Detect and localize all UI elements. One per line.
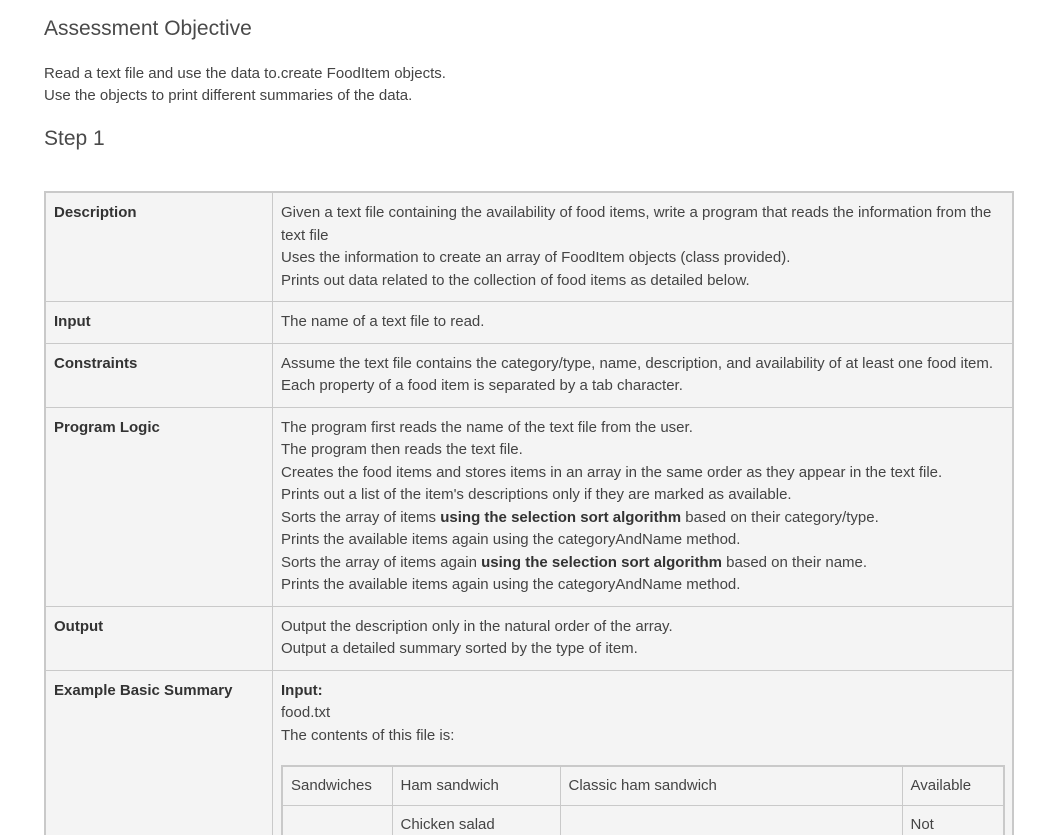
text-line: The name of a text file to read. [281,313,485,330]
row-label: Output [45,606,273,670]
row-content [273,302,1014,344]
table-cell: Sandwiches [282,766,392,806]
table-row-description [45,192,1013,302]
text-line [281,507,1004,530]
input-label: Input: [281,681,323,699]
text-segment: Sorts the array of items [281,508,441,526]
text-line: Given a text file containing the availability of food items, write a program that reads the information from the text file [281,204,992,244]
table-row-example [45,670,1013,835]
text-line: Prints out a list of the item's descriptions only if they are marked as available. [281,486,792,503]
intro-line: Use the objects to print different summaries of the data. [44,87,413,104]
step-heading: Step 1 [44,127,105,150]
text-line: Uses the information to create an array of FoodItem objects (class provided). [281,249,791,266]
text-line: The program then reads the text file. [281,441,523,458]
table-row-output [45,606,1013,670]
table-cell: Available [902,766,1004,806]
text-segment: based on their category/type. [681,508,879,526]
text-line: Output the description only in the natural order of the array. [281,617,673,635]
table-row-constraints [45,343,1013,407]
text-line: Assume the text file contains the category/type, name, description, and availability of at least one food item. [281,354,994,372]
row-label: Description [45,192,273,302]
text-line: The program first reads the name of the text file from the user. [281,418,693,436]
row-label: Input [45,302,273,344]
table-row-program-logic [45,407,1013,606]
intro-text [44,63,446,107]
file-name: food.txt [281,704,331,721]
intro-line: Read a text file and use the data to.create FoodItem objects. [44,65,446,82]
row-label: Program Logic [45,407,273,606]
table-cell [282,806,392,835]
table-cell: Not [902,806,1004,835]
table-row [282,806,1004,835]
text-line: Creates the food items and stores items in an array in the same order as they appear in the text file. [281,463,943,481]
text-line: Prints the available items again using the categoryAndName method. [281,531,741,548]
table-cell: Classic ham sandwich [560,766,902,806]
spec-table [44,191,1014,835]
row-content [273,606,1014,670]
row-content [273,670,1014,835]
row-content [273,407,1014,606]
text-segment: Sorts the array of items again [281,553,482,571]
page-title: Assessment Objective [44,17,252,40]
table-row-input [45,302,1013,344]
text-line: Output a detailed summary sorted by the type of item. [281,640,638,657]
emphasis-text: using the selection sort algorithm [481,553,722,571]
table-cell [560,806,902,835]
text-segment: based on their name. [721,553,868,571]
contents-label: The contents of this file is: [281,726,455,744]
table-cell: Chicken salad [392,806,560,835]
file-contents-table [281,765,1005,835]
text-line: Prints out data related to the collection of food items as detailed below. [281,271,750,289]
row-label: Example Basic Summary [45,670,273,835]
row-content [273,192,1014,302]
row-content [273,343,1014,407]
row-label: Constraints [45,343,273,407]
text-line [281,552,1004,575]
table-cell: Ham sandwich [392,766,560,806]
text-line: Each property of a food item is separated by a tab character. [281,377,683,394]
table-row [282,766,1004,806]
emphasis-text: using the selection sort algorithm [440,508,682,526]
text-line: Prints the available items again using the categoryAndName method. [281,576,741,593]
